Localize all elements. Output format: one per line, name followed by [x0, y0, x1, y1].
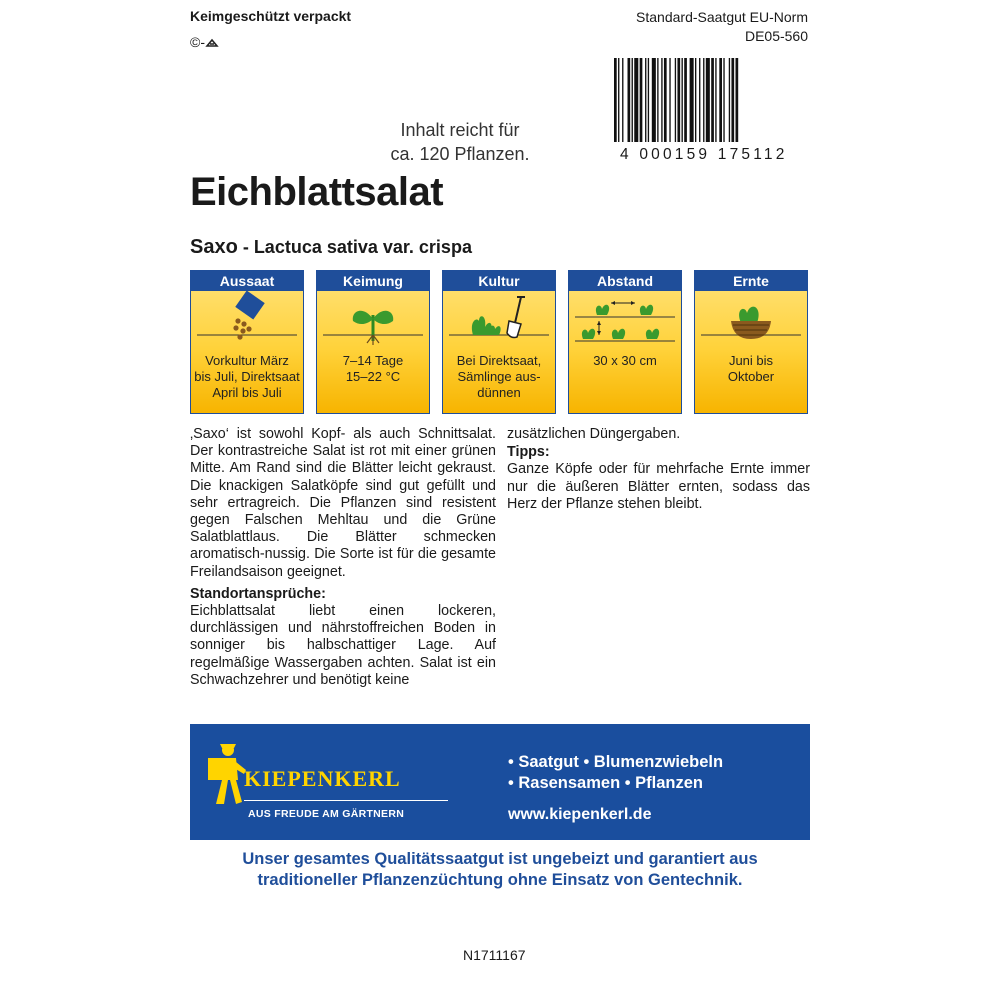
logo-divider — [244, 800, 448, 801]
location-heading — [190, 586, 496, 603]
box-text-line: Juni bis — [728, 353, 774, 368]
box-text-line: 30 x 30 cm — [593, 353, 657, 368]
recycle-mark — [190, 34, 219, 50]
lot-code: DE05-560 — [744, 28, 808, 44]
contents-line-1: Inhalt reicht für — [400, 120, 520, 140]
harvest-basket-icon — [695, 291, 807, 351]
info-box-aussaat — [190, 270, 304, 414]
box-heading: Abstand — [569, 271, 681, 291]
subtitle-separator: - — [237, 237, 254, 257]
box-text — [695, 351, 807, 385]
info-box-ernte — [694, 270, 808, 414]
sprout-icon — [317, 291, 429, 351]
info-boxes — [190, 270, 810, 412]
contents-note — [360, 118, 560, 166]
location-heading-text: Standortansprüche: — [190, 585, 326, 602]
description-column-right — [507, 426, 810, 513]
box-text — [191, 351, 303, 401]
box-text-line: Oktober — [727, 369, 775, 384]
guarantee-line-2: traditioneller Pflanzenzüchtung ohne Einsatz von Gentechnik. — [257, 871, 743, 889]
spacing-icon — [569, 291, 681, 351]
standard-info — [636, 8, 808, 46]
barcode-number: 4 000159 175112 — [620, 146, 788, 163]
brand-products — [508, 752, 723, 794]
product-subtitle — [190, 236, 472, 259]
kiepenkerl-figure-icon — [204, 740, 248, 808]
box-text — [443, 351, 555, 401]
location-text-continued: zusätzlichen Düngergaben. — [507, 426, 681, 442]
contents-line-2: ca. 120 Pflanzen. — [390, 144, 530, 164]
tips-heading-text: Tipps: — [507, 444, 550, 461]
box-text-line: bis Juli, Direktsaat — [194, 369, 300, 384]
box-text-line: Bei Direktsaat, — [456, 353, 542, 368]
article-code: N1711167 — [463, 947, 526, 963]
recycle-label: ©- — [190, 34, 205, 50]
spade-icon — [443, 291, 555, 351]
box-text-line: dünnen — [477, 385, 521, 400]
info-box-keimung — [316, 270, 430, 414]
product-title: Eichblattsalat — [190, 170, 444, 214]
brand-products-line-2: • Rasensamen • Pflanzen — [508, 774, 703, 792]
seed-packet-icon — [191, 291, 303, 351]
box-text-line: 15–22 °C — [345, 369, 401, 384]
brand-website-link[interactable]: www.kiepenkerl.de — [508, 806, 652, 823]
standard-label: Standard-Saatgut EU-Norm — [636, 9, 808, 25]
packaging-note: Keimgeschützt verpackt — [190, 8, 352, 24]
brand-products-line-1: • Saatgut • Blumenzwiebeln — [508, 753, 724, 771]
box-heading: Keimung — [317, 271, 429, 291]
info-box-abstand — [568, 270, 682, 414]
variety-name: Saxo — [190, 236, 238, 258]
box-text — [569, 351, 681, 369]
brand-slogan: AUS FREUDE AM GÄRTNERN — [248, 808, 405, 820]
recycle-icon — [205, 38, 219, 48]
brand-banner — [190, 724, 810, 840]
box-text-line: 7–14 Tage — [342, 353, 404, 368]
box-text-line: Sämlinge aus- — [457, 369, 541, 384]
guarantee-line-1: Unser gesamtes Qualitätssaatgut ist ungebeizt und garantiert aus — [242, 850, 758, 868]
description-intro: ‚Saxo‘ ist sowohl Kopf- als auch Schnittsalat. Der kontrastreiche Salat ist rot mit einer grünen Mitte. Am Rand sind die Blätter leicht gekraust. Die knackigen Salatköpfe sind gut gefüllt und sehr ertragreich. Die Pflanzen sind resistent gegen Falschen Mehltau und die Grüne Salatblattlaus. Die Blätter schmecken aromatisch-nussig. Die Sorte ist für die gesamte Freilandsaison geeignet. — [190, 426, 496, 580]
box-heading: Aussaat — [191, 271, 303, 291]
box-heading: Ernte — [695, 271, 807, 291]
tips-text: Ganze Köpfe oder für mehrfache Ernte immer nur die äußeren Blätter ernten, sodass das Herz der Pflanze stehen bleibt. — [507, 461, 810, 512]
quality-guarantee — [190, 849, 810, 891]
tips-heading — [507, 444, 810, 461]
box-heading: Kultur — [443, 271, 555, 291]
box-text-line: April bis Juli — [212, 385, 282, 400]
box-text-line: Vorkultur März — [205, 353, 289, 368]
info-box-kultur — [442, 270, 556, 414]
brand-logo: KIEPENKERL — [244, 766, 401, 791]
description-column-left — [190, 426, 496, 689]
location-text: Eichblattsalat liebt einen lockeren, durchlässigen und nährstoffreichen Boden in sonniger bis halbschattiger Lage. Auf regelmäßige Wassergaben achten. Salat ist ein Schwachzehrer und benötigt keine — [190, 603, 496, 688]
box-text — [317, 351, 429, 385]
latin-name: Lactuca sativa var. crispa — [253, 237, 472, 257]
